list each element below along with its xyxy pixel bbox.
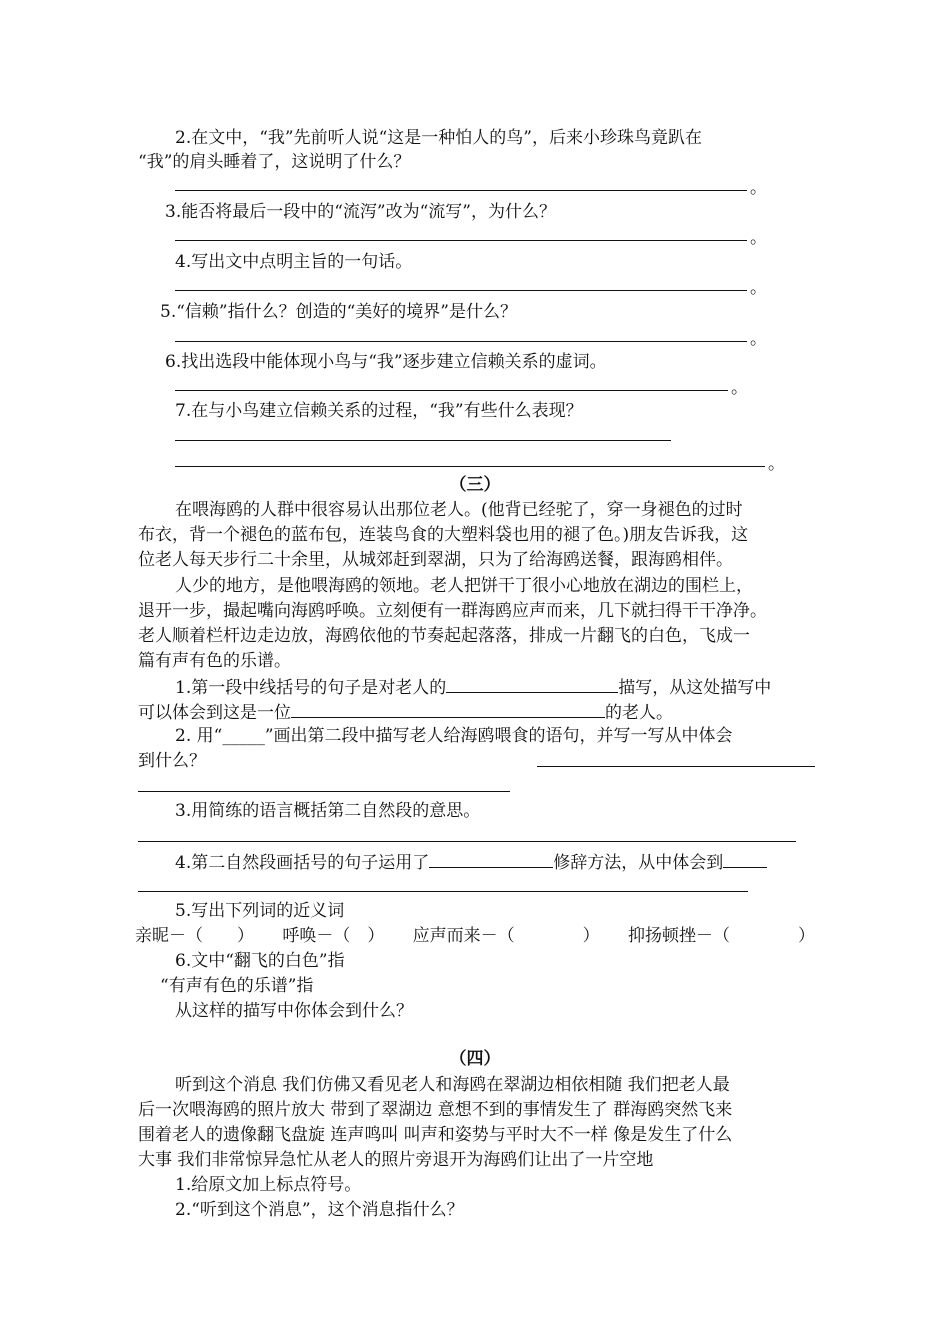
question-text: 可以体会到这是一位 (138, 703, 291, 723)
answer-line[interactable] (138, 891, 748, 892)
answer-line[interactable] (175, 390, 728, 391)
question-2: 2.在文中，“我”先前听人说“这是一种怕人的鸟”，后来小珍珠鸟竟趴在 (175, 128, 702, 148)
passage-line: 围着老人的遗像翻飞盘旋 连声鸣叫 叫声和姿势与平时大不一样 像是发生了什么 (138, 1125, 733, 1145)
period: 。 (750, 278, 767, 298)
question-5: 5.写出下列词的近义词 (175, 901, 345, 921)
passage-line: 退开一步，撮起嘴向海鸥呼唤。立刻便有一群海鸥应声而来，几下就扫得干干净净。 (138, 601, 767, 621)
passage-line: 在喂海鸥的人群中很容易认出那位老人。(他背已经驼了，穿一身褪色的过时 (175, 500, 743, 520)
question-text: 2. 用“ (175, 726, 223, 746)
answer-line[interactable] (537, 766, 815, 767)
question-6: 6.找出选段中能体现小鸟与“我”逐步建立信赖关系的虚词。 (165, 352, 607, 372)
answer-line[interactable] (175, 440, 671, 441)
question-3: 3.能否将最后一段中的“流泻”改为“流写”，为什么？ (165, 202, 556, 222)
question-text: ”画出第二段中描写老人给海鸥喂食的语句，并写一写从中体会 (264, 726, 733, 746)
question-2 (175, 724, 733, 748)
answer-line[interactable] (175, 240, 747, 241)
question-1-cont (138, 699, 673, 725)
answer-line[interactable] (175, 466, 765, 467)
synonym-item[interactable]: 应声而来－（ ） (412, 926, 600, 946)
synonym-item[interactable]: 抑扬顿挫－（ ） (627, 926, 815, 946)
question-2-cont: 到什么？ (138, 751, 206, 771)
question-text: 描写，从这处描写中 (618, 678, 772, 698)
period: 。 (750, 178, 767, 198)
answer-line[interactable] (138, 791, 510, 792)
question-text: 4.第二自然段画括号的句子运用了 (175, 853, 430, 873)
section-heading-3: （三） (449, 475, 501, 495)
period: 。 (768, 454, 785, 474)
question-text: 修辞方法，从中体会到 (553, 853, 724, 873)
synonym-item[interactable]: 呼唤－（ ） (282, 926, 385, 946)
synonym-item[interactable]: 亲昵－（ ） (135, 926, 254, 946)
answer-line[interactable] (175, 290, 747, 291)
fill-blank[interactable] (429, 849, 553, 868)
passage-line: 老人顺着栏杆边走边放，海鸥依他的节奏起起落落，排成一片翻飞的白色，飞成一 (138, 626, 750, 646)
passage-line: 布衣，背一个褪色的蓝布包，连装鸟食的大塑料袋也用的褪了色。)朋友告诉我，这 (138, 525, 749, 545)
question-2: 2.“听到这个消息”，这个消息指什么？ (175, 1200, 464, 1220)
period: 。 (750, 228, 767, 248)
passage-line: 人少的地方，是他喂海鸥的领地。老人把饼干丁很小心地放在湖边的围栏上， (175, 576, 753, 596)
question-3: 3.用简练的语言概括第二自然段的意思。 (175, 801, 481, 821)
answer-line[interactable] (175, 190, 747, 191)
answer-line[interactable] (175, 341, 747, 342)
passage-line: 篇有声有色的乐谱。 (138, 651, 291, 671)
synonym-row (135, 924, 815, 948)
question-1 (175, 674, 771, 700)
question-4: 4.写出文中点明主旨的一句话。 (175, 252, 413, 272)
question-6-c: 从这样的描写中你体会到什么？ (175, 1001, 413, 1021)
question-1: 1.给原文加上标点符号。 (175, 1175, 362, 1195)
passage-line: 后一次喂海鸥的照片放大 带到了翠湖边 意想不到的事情发生了 群海鸥突然飞来 (138, 1100, 733, 1120)
period: 。 (731, 378, 748, 398)
passage-line: 听到这个消息 我们仿佛又看见老人和海鸥在翠湖边相依相随 我们把老人最 (175, 1075, 730, 1095)
period: 。 (750, 329, 767, 349)
fill-blank[interactable] (723, 849, 767, 868)
question-6-b: “有声有色的乐谱”指 (160, 976, 314, 996)
passage-line: 位老人每天步行二十余里，从城郊赶到翠湖，只为了给海鸥送餐，跟海鸥相伴。 (138, 550, 733, 570)
answer-line[interactable] (138, 841, 796, 842)
question-6: 6.文中“翻飞的白色”指 (175, 951, 345, 971)
question-5: 5.“信赖”指什么？创造的“美好的境界”是什么？ (160, 302, 517, 322)
question-text: 的老人。 (605, 703, 673, 723)
question-4 (175, 849, 767, 875)
question-2-cont: “我”的肩头睡着了，这说明了什么？ (138, 152, 411, 172)
fill-blank[interactable] (291, 699, 605, 718)
underline-sample: _____ (222, 726, 265, 746)
question-text: 1.第一段中线括号的句子是对老人的 (175, 678, 447, 698)
passage-line: 大事 我们非常惊异急忙从老人的照片旁退开为海鸥们让出了一片空地 (138, 1150, 654, 1170)
question-7: 7.在与小鸟建立信赖关系的过程，“我”有些什么表现？ (175, 401, 583, 421)
section-heading-4: （四） (449, 1049, 501, 1069)
fill-blank[interactable] (446, 674, 618, 693)
